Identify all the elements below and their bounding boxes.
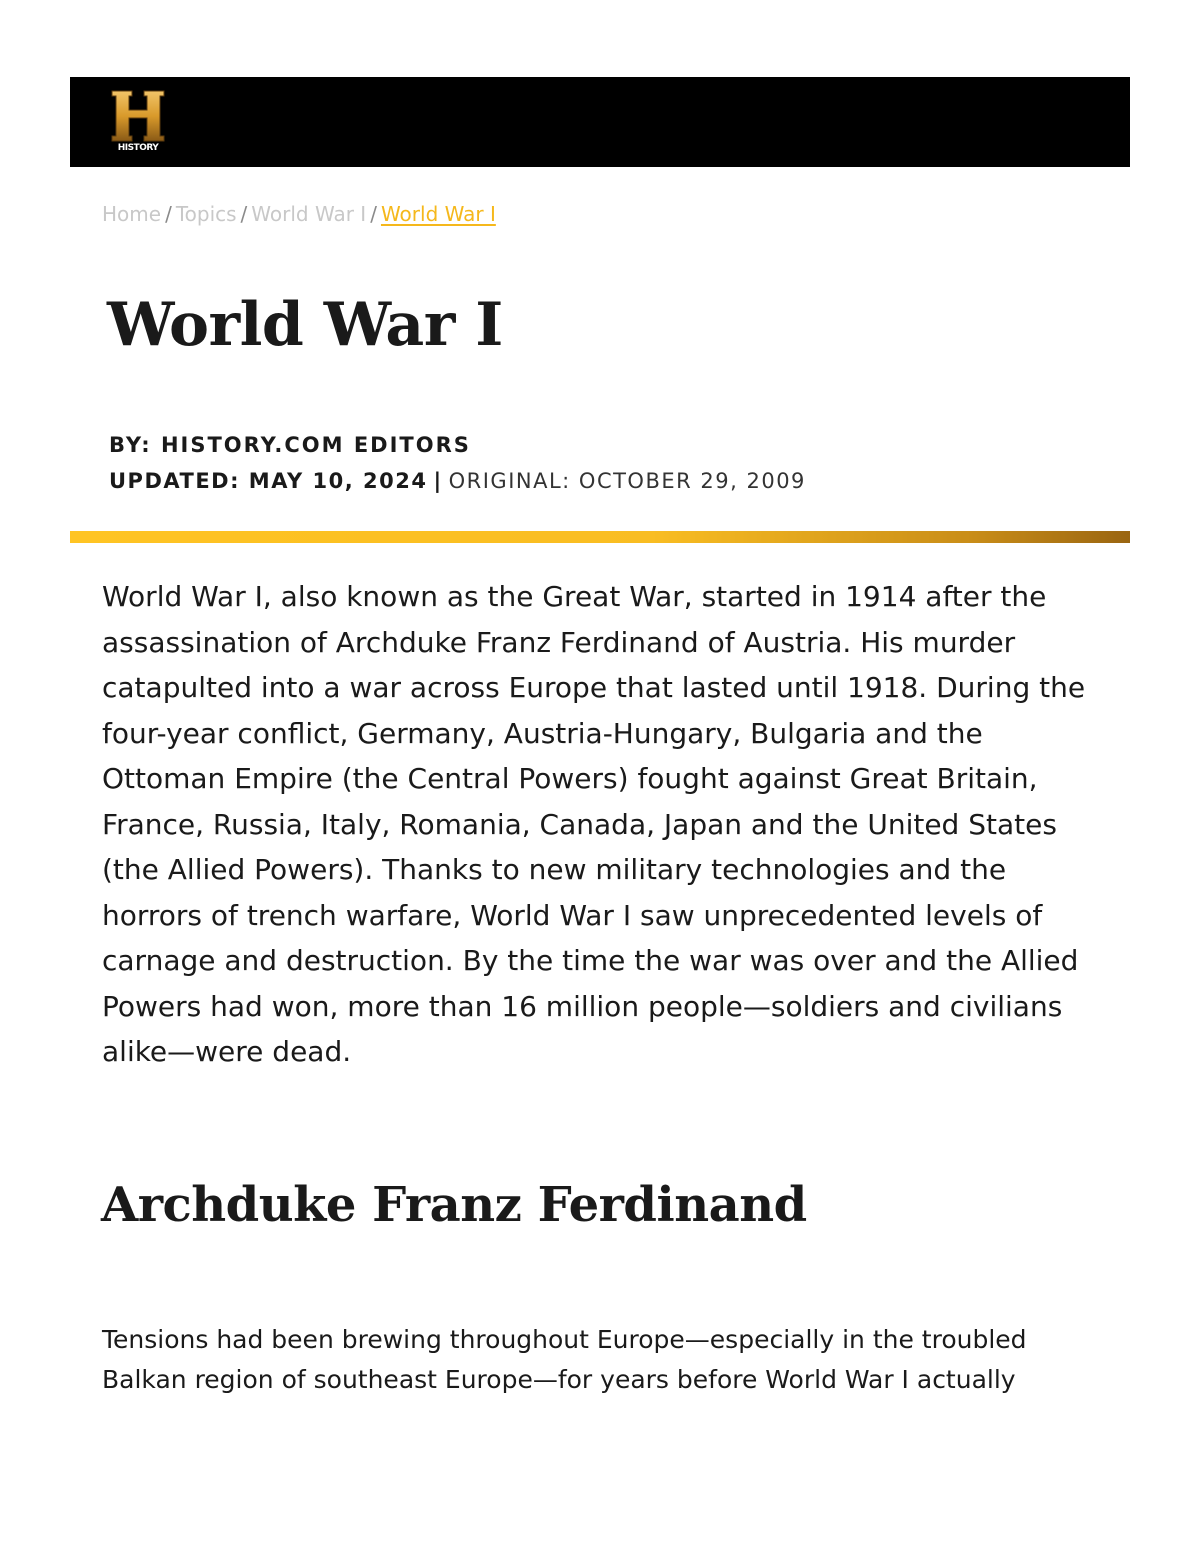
breadcrumb-separator: / — [165, 202, 172, 226]
breadcrumb-separator: / — [240, 202, 248, 226]
logo-wordmark: HISTORY — [117, 143, 159, 153]
article-dates — [109, 469, 806, 493]
breadcrumb-home[interactable]: Home — [102, 202, 162, 226]
section-heading: Archduke Franz Ferdinand — [101, 1177, 807, 1233]
author-byline: BY: HISTORY.COM EDITORS — [109, 433, 471, 457]
history-h-icon — [108, 87, 168, 145]
lead-paragraph: World War I, also known as the Great War, started in 1914 after the assassination of Archduke Franz Ferdinand of Austria. His murder catapulted into a war across Europe that lasted until 1918. During the four-year conflict, Germany, Austria-Hungary, Bulgaria and the Ottoman Empire (the Central Powers) fought against Great Britain, France, Russia, Italy, Romania, Canada, Japan and the United States (the Allied Powers). Thanks to new military technologies and the horrors of trench warfare, World War I saw unprecedented levels of carnage and destruction. By the time the war was over and the Allied Powers had won, more than 16 million people—soldiers and civilians alike—were dead. — [102, 580, 1086, 1068]
breadcrumb-topic-world-war-i[interactable]: World War I — [251, 202, 367, 226]
date-separator: | — [433, 469, 443, 493]
breadcrumb-separator: / — [370, 202, 377, 226]
updated-date: UPDATED: MAY 10, 2024 — [109, 469, 428, 493]
gold-divider — [70, 531, 1130, 543]
original-date: ORIGINAL: OCTOBER 29, 2009 — [448, 469, 806, 493]
history-logo[interactable] — [108, 87, 168, 157]
page-title: World War I — [107, 290, 503, 360]
breadcrumb-topics[interactable]: Topics — [175, 202, 237, 226]
breadcrumb-current[interactable]: World War I — [380, 202, 496, 226]
site-header — [70, 77, 1130, 167]
section-paragraph: Tensions had been brewing throughout Europe—especially in the troubled Balkan region of southeast Europe—for years before World War I actually — [102, 1325, 1027, 1394]
breadcrumb — [102, 202, 496, 226]
